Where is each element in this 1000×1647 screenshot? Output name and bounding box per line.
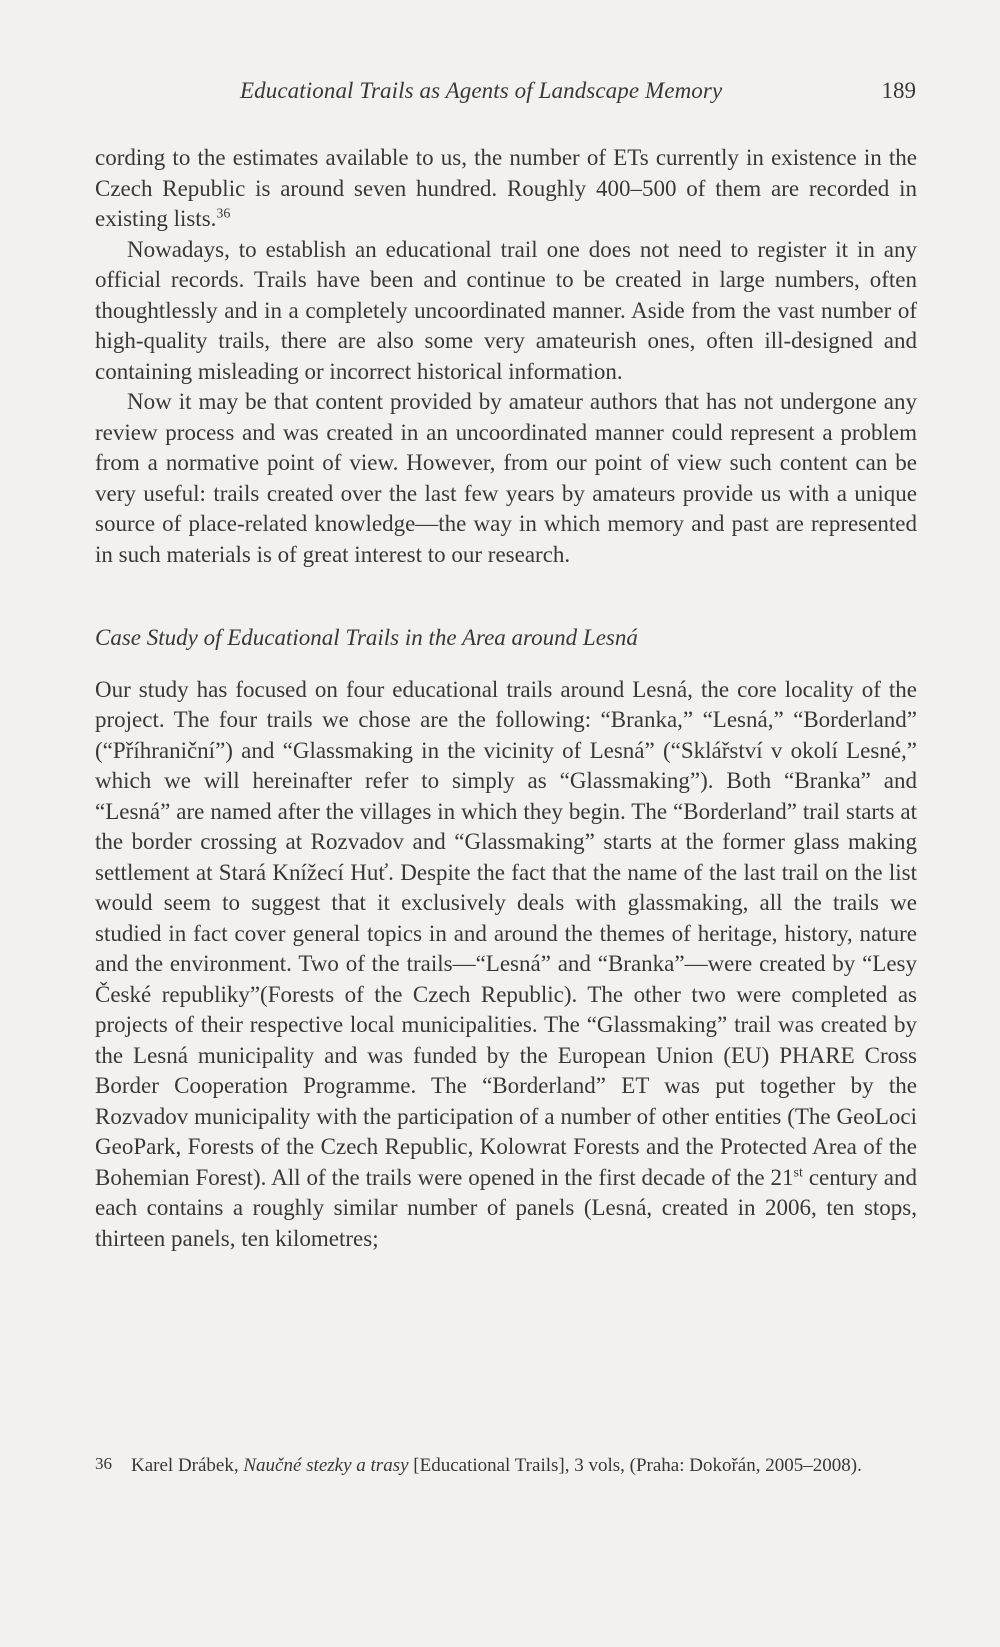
paragraph-3: Now it may be that content provided by amateur authors that has not undergone any review process and was created in an uncoordinated manner could represent a problem from a normative point of view. However, from our point of view such content can be very useful: trails created over the last few years by amateurs provide us with a unique source of place-related knowledge—the way in which memory and past are represented in such materials is of great interest to our research. xyxy=(95,389,917,567)
footnote-body xyxy=(131,1452,915,1480)
paragraph-2: Nowadays, to establish an educational trail one does not need to register it in any official records. Trails have been and continue to be created in large numbers, often thoughtlessly and in a completely uncoordinated manner. Aside from the vast number of high-quality trails, there are also some very amateurish ones, often ill-designed and containing misleading or incorrect historical information. xyxy=(95,236,917,384)
footnote-title: Naučné stezky a trasy xyxy=(243,1455,409,1476)
section-heading: Case Study of Educational Trails in the Area around Lesná xyxy=(95,625,638,650)
paragraph-4-text-a: Our study has focused on four educational trails around Lesná, the core locality of the project. The four trails we chose are the following: “Branka,” “Lesná,” “Borderland” (“Příhraniční”) and “Glassmaking in the vicinity of Lesná” (“Sklářství v okolí Lesné,” which we will hereinafter refer to simply as “Glassmaking”). Both “Branka” and “Lesná” are named after the villages in which they begin. The “Borderland” trail starts at the border crossing at Rozvadov and “Glassmaking” starts at the former glass making settlement at Stará Knížecí Huť. Despite the fact that the name of the last trail on the list would seem to suggest that it exclusively deals with glassmaking, all the trails we studied in fact cover general topics in and around the themes of heritage, history, nature and the environment. Two of the trails—“Lesná” and “Branka”—were created by “Lesy České republiky”(Forests of the Czech Republic). The other two were completed as projects of their respective local municipalities. The “Glassmaking” trail was created by the Lesná municipality and was funded by the European Union (EU) PHARE Cross Border Cooperation Programme. The “Borderland” ET was put together by the Rozvadov municipality with the participation of a number of other entities (The GeoLoci GeoPark, Forests of the Czech Republic, Kolowrat Forests and the Protected Area of the Bohemian Forest). All of the trails were opened in the first decade of the 21 xyxy=(95,676,917,1190)
paragraph-1 xyxy=(95,143,917,235)
running-title: Educational Trails as Agents of Landscape Memory xyxy=(240,78,723,103)
footnote-author: Karel Drábek, xyxy=(131,1455,244,1476)
footnote-rest: [Educational Trails], 3 vols, (Praha: Dokořán, 2005–2008). xyxy=(408,1455,862,1476)
running-head xyxy=(96,78,916,114)
paragraph-4-text-b: century and each contains a roughly similar number of panels (Lesná, created in 2006, ten stops, thirteen panels, ten kilometres; xyxy=(95,1164,917,1251)
paragraph-1-text: cording to the estimates available to us, the number of ETs currently in existence in the Czech Republic is around seven hundred. Roughly 400–500 of them are recorded in existing lists. xyxy=(95,145,917,231)
page-number: 189 xyxy=(881,78,916,103)
body-text xyxy=(95,143,917,1254)
ordinal-superscript: st xyxy=(793,1164,803,1180)
paragraph-4 xyxy=(95,675,917,1255)
footnote xyxy=(95,1452,917,1480)
footnote-number: 36 xyxy=(95,1454,112,1473)
footnote-reference: 36 xyxy=(216,206,231,222)
